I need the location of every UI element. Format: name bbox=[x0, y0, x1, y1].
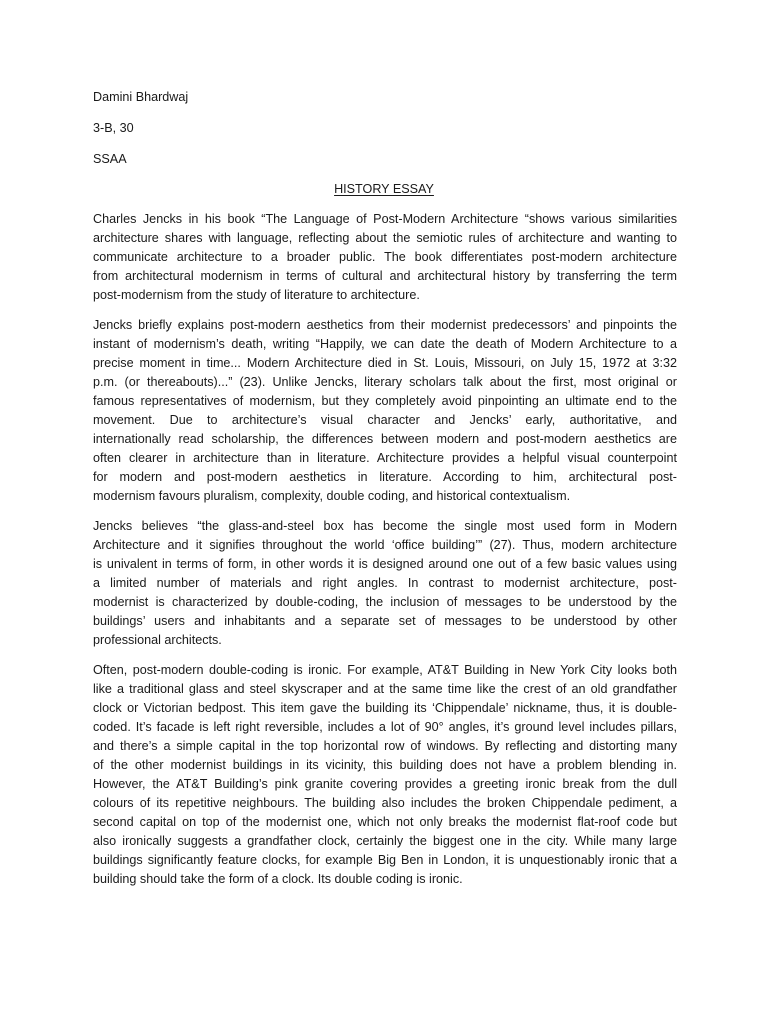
school-name: SSAA bbox=[93, 152, 127, 166]
paragraph-line: coded. It’s facade is left right reversible, includes a lot of 90° angles, it’s ground level includes pillars, bbox=[93, 720, 677, 734]
paragraph-line: architecture shares with language, reflecting about the semiotic rules of architecture and wanting to bbox=[93, 231, 677, 245]
paragraph-line: is univalent in terms of form, in other words it is designed around one out of a few basic values using bbox=[93, 557, 677, 571]
paragraph-line: buildings significantly feature clocks, for example Big Ben in London, it is unquestionably ironic that a bbox=[93, 853, 677, 867]
paragraph-line: colours of its repetitive neighbours. The building also includes the broken Chippendale pediment, a bbox=[93, 796, 677, 810]
paragraph-line: for modern and post-modern aesthetics in literature. According to him, architectural post- bbox=[93, 470, 677, 484]
paragraph-line: movement. Due to architecture’s visual character and Jencks’ early, authoritative, and bbox=[93, 413, 677, 427]
paragraph-line: post-modernism from the study of literature to architecture. bbox=[93, 288, 420, 302]
paragraph-line: from architectural modernism in terms of cultural and architectural history by transferring the term bbox=[93, 269, 677, 283]
paragraph-line: internationally read scholarship, the differences between modern and post-modern aesthetics are bbox=[93, 432, 677, 446]
paragraph-line: buildings’ users and inhabitants and a separate set of messages to be understood by other bbox=[93, 614, 677, 628]
paragraph-line: Jencks briefly explains post-modern aesthetics from their modernist predecessors’ and pinpoints the bbox=[93, 318, 677, 332]
paragraph-line: p.m. (or thereabouts)...” (23). Unlike Jencks, literary scholars talk about the first, most original or bbox=[93, 375, 677, 389]
essay-title bbox=[0, 180, 768, 199]
paragraph-line: a limited number of materials and right angles. In contrast to modernist architecture, post- bbox=[93, 576, 677, 590]
paragraph-line: However, the AT&T Building’s pink granite covering provides a greeting ironic break from the dull bbox=[93, 777, 677, 791]
essay-paragraph bbox=[93, 316, 677, 506]
paragraph-line: clock or Victorian bedpost. This item gave the building its ‘Chippendale’ nickname, thus, it is double- bbox=[93, 701, 677, 715]
paragraph-line: also ironically suggests a grandfather clock, certainly the biggest one in the city. While many large bbox=[93, 834, 677, 848]
paragraph-line: like a traditional glass and steel skyscraper and at the same time like the crest of an old grandfather bbox=[93, 682, 677, 696]
paragraph-line: of the other modernist buildings in its vicinity, this building does not have a problem blending in. bbox=[93, 758, 677, 772]
paragraph-line: Often, post-modern double-coding is ironic. For example, AT&T Building in New York City looks both bbox=[93, 663, 677, 677]
essay-title-text: HISTORY ESSAY bbox=[334, 182, 434, 196]
paragraph-line: and there’s a simple capital in the top horizontal row of windows. By reflecting and distorting many bbox=[93, 739, 677, 753]
essay-paragraph bbox=[93, 661, 677, 889]
paragraph-line: modernism favours pluralism, complexity, double coding, and historical contextualism. bbox=[93, 489, 571, 503]
class-roll: 3-B, 30 bbox=[93, 121, 134, 135]
paragraph-line: building should take the form of a clock. Its double coding is ironic. bbox=[93, 872, 463, 886]
paragraph-line: professional architects. bbox=[93, 633, 222, 647]
paragraph-line: modernist is characterized by double-coding, the inclusion of messages to be understood by the bbox=[93, 595, 677, 609]
author-name: Damini Bhardwaj bbox=[93, 90, 189, 104]
essay-body bbox=[93, 210, 677, 900]
essay-paragraph bbox=[93, 210, 677, 305]
paragraph-line: second capital on top of the modernist one, which not only breaks the modernist flat-roof code but bbox=[93, 815, 677, 829]
paragraph-line: precise moment in time... Modern Architecture died in St. Louis, Missouri, on July 15, 1972 at 3:32 bbox=[93, 356, 677, 370]
paragraph-line: Jencks believes “the glass-and-steel box has become the single most used form in Modern bbox=[93, 519, 677, 533]
paragraph-line: often clearer in architecture than in literature. Architecture provides a helpful visual counterpoint bbox=[93, 451, 677, 465]
paragraph-line: famous representatives of modernism, but they completely avoid pinpointing an ultimate end to the bbox=[93, 394, 677, 408]
essay-paragraph bbox=[93, 517, 677, 650]
paragraph-line: communicate architecture to a broader public. The book differentiates post-modern architecture bbox=[93, 250, 677, 264]
paragraph-line: instant of modernism’s death, writing “Happily, we can date the death of Modern Architecture to a bbox=[93, 337, 677, 351]
paragraph-line: Charles Jencks in his book “The Language of Post-Modern Architecture “shows various similarities bbox=[93, 212, 677, 226]
paragraph-line: Architecture and it signifies throughout the world ‘office building’” (27). Thus, modern architecture bbox=[93, 538, 677, 552]
